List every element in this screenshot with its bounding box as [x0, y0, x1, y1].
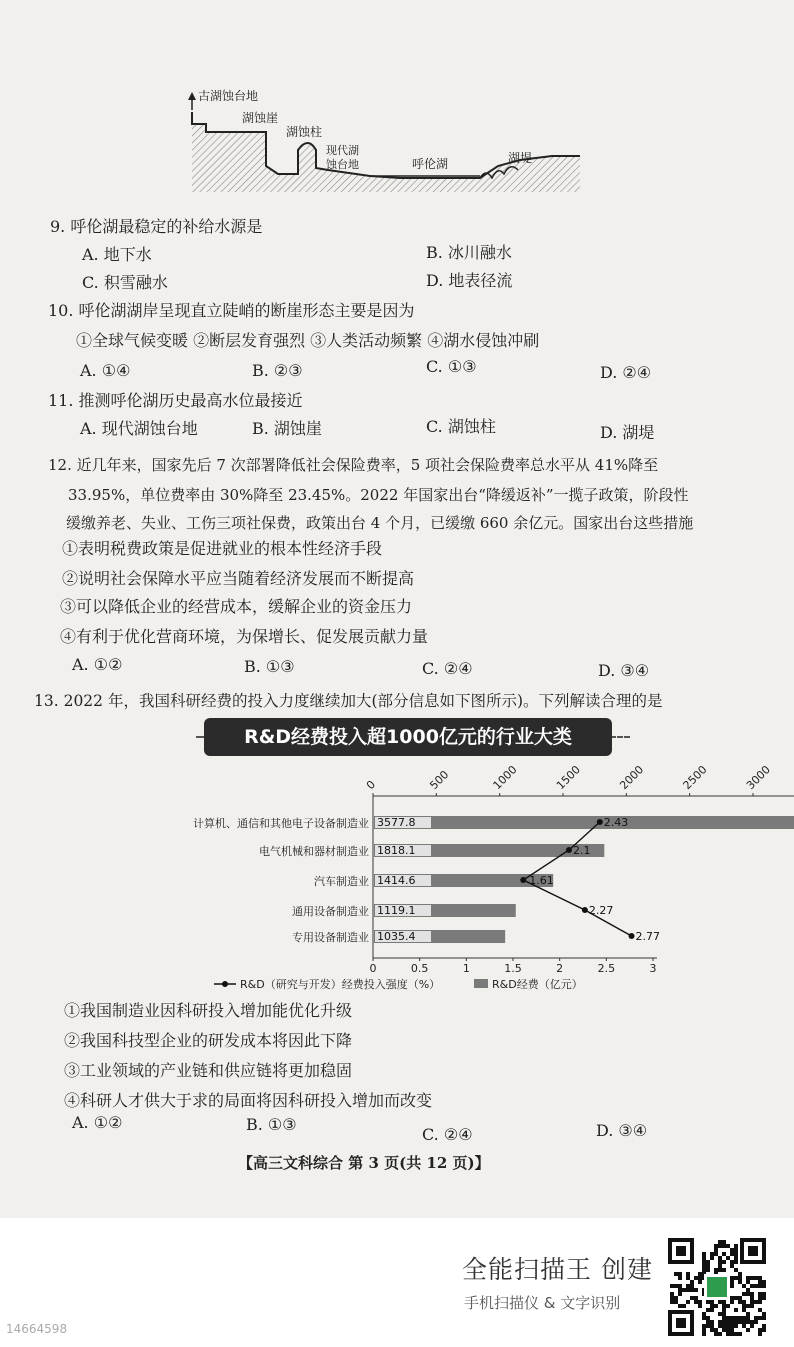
- qr-module: [734, 1308, 738, 1312]
- bottom-axis-tick-label: 2: [556, 962, 564, 975]
- qr-module: [718, 1300, 722, 1304]
- qr-module: [734, 1248, 738, 1252]
- qr-module: [706, 1316, 710, 1320]
- qr-module: [734, 1268, 738, 1272]
- qr-module: [726, 1256, 730, 1260]
- banner-dash-right: [610, 736, 630, 738]
- qr-module: [762, 1284, 766, 1288]
- qr-module: [674, 1300, 678, 1304]
- q12-option-c: C. ②④: [422, 659, 473, 678]
- qr-module: [678, 1292, 682, 1296]
- intensity-value-label: 2.27: [588, 904, 614, 917]
- qr-module: [714, 1248, 718, 1252]
- qr-module: [730, 1284, 734, 1288]
- top-axis-tick-label: 500: [427, 768, 452, 793]
- top-axis-tick-label: 0: [363, 777, 379, 793]
- qr-module: [702, 1260, 706, 1264]
- q13-option-b: B. ①③: [246, 1115, 297, 1134]
- qr-module: [714, 1268, 718, 1272]
- qr-module: [722, 1304, 726, 1308]
- qr-module: [714, 1328, 718, 1332]
- qr-module: [754, 1284, 758, 1288]
- qr-module: [750, 1296, 754, 1300]
- qr-module: [710, 1328, 714, 1332]
- q10-statements: ①全球气候变暖 ②断层发育强烈 ③人类活动频繁 ④湖水侵蚀冲刷: [76, 331, 540, 350]
- qr-module: [738, 1280, 742, 1284]
- qr-module: [746, 1280, 750, 1284]
- bottom-axis-tick-label: 3: [649, 962, 657, 975]
- qr-module: [722, 1312, 726, 1316]
- legend-line-label: R&D（研究与开发）经费投入强度（%）: [240, 978, 441, 991]
- qr-module: [734, 1324, 738, 1328]
- qr-module: [710, 1320, 714, 1324]
- qr-module: [762, 1296, 766, 1300]
- qr-module: [758, 1276, 762, 1280]
- qr-module: [678, 1284, 682, 1288]
- qr-module: [746, 1312, 750, 1316]
- bottom-axis-tick-label: 0.5: [410, 962, 429, 975]
- qr-module: [694, 1300, 698, 1304]
- q13-statement-3: ③工业领域的产业链和供应链将更加稳固: [64, 1061, 353, 1080]
- qr-module: [698, 1300, 702, 1304]
- qr-module: [682, 1304, 686, 1308]
- qr-module: [722, 1244, 726, 1248]
- scanner-brand: 全能扫描王 创建: [462, 1255, 653, 1284]
- chart-title-banner: [206, 720, 610, 754]
- qr-module: [738, 1272, 742, 1276]
- qr-module: [670, 1296, 674, 1300]
- qr-module: [702, 1252, 706, 1256]
- qr-module: [722, 1300, 726, 1304]
- qr-module: [722, 1328, 726, 1332]
- q10-option-d: D. ②④: [600, 363, 652, 382]
- qr-module: [738, 1300, 742, 1304]
- qr-module: [746, 1304, 750, 1308]
- qr-module: [714, 1332, 718, 1336]
- qr-module: [742, 1308, 746, 1312]
- q11-stem: 11. 推测呼伦湖历史最高水位最接近: [48, 391, 303, 410]
- qr-module: [758, 1332, 762, 1336]
- qr-module: [686, 1300, 690, 1304]
- qr-module: [742, 1300, 746, 1304]
- qr-module: [702, 1256, 706, 1260]
- qr-module: [702, 1328, 706, 1332]
- qr-module: [686, 1284, 690, 1288]
- q9-option-c: C. 积雪融水: [82, 273, 168, 292]
- q11-option-b: B. 湖蚀崖: [252, 419, 322, 438]
- qr-module: [718, 1268, 722, 1272]
- arrow-head-icon: [188, 92, 196, 100]
- qr-module: [726, 1244, 730, 1248]
- qr-module: [698, 1272, 702, 1276]
- qr-module: [690, 1284, 694, 1288]
- q13-statement-2: ②我国科技型企业的研发成本将因此下降: [64, 1031, 353, 1050]
- qr-module: [738, 1332, 742, 1336]
- qr-module: [734, 1316, 738, 1320]
- bar-value-label: 1119.1: [377, 904, 416, 917]
- qr-module: [746, 1276, 750, 1280]
- qr-module: [750, 1292, 754, 1296]
- q11-option-d: D. 湖堤: [600, 423, 655, 442]
- top-axis-tick-label: 1500: [553, 763, 583, 793]
- qr-module: [730, 1252, 734, 1256]
- qr-module: [674, 1296, 678, 1300]
- qr-module: [722, 1260, 726, 1264]
- qr-module: [678, 1304, 682, 1308]
- qr-module: [702, 1264, 706, 1268]
- qr-module: [722, 1320, 726, 1324]
- qr-module: [722, 1252, 726, 1256]
- qr-module: [734, 1260, 738, 1264]
- q12-option-b: B. ①③: [244, 657, 295, 676]
- qr-module: [738, 1296, 742, 1300]
- bottom-axis-tick-label: 1: [462, 962, 470, 975]
- qr-module: [762, 1324, 766, 1328]
- qr-module: [750, 1300, 754, 1304]
- qr-module: [702, 1324, 706, 1328]
- page-footer: 【高三文科综合 第 3 页(共 12 页)】: [238, 1154, 490, 1172]
- bar-value-label: 1414.6: [377, 874, 416, 887]
- qr-module: [762, 1312, 766, 1316]
- qr-finder-core: [676, 1246, 686, 1256]
- legend-bar-icon: [474, 979, 488, 988]
- label-pillar: 湖蚀柱: [286, 125, 323, 139]
- q11-option-a: A. 现代湖蚀台地: [80, 419, 198, 438]
- qr-module: [718, 1240, 722, 1244]
- qr-module: [706, 1308, 710, 1312]
- top-axis-tick-label: 3000: [743, 763, 773, 793]
- intensity-value-label: 2.43: [603, 816, 629, 829]
- qr-module: [762, 1292, 766, 1296]
- bar-value-label: 1035.4: [377, 930, 416, 943]
- qr-code-icon: [666, 1236, 768, 1338]
- qr-module: [730, 1328, 734, 1332]
- q13-option-c: C. ②④: [422, 1125, 473, 1144]
- qr-module: [730, 1332, 734, 1336]
- label-modern-terrace-2: 蚀台地: [326, 158, 359, 171]
- rd-chart: [140, 760, 773, 1000]
- q13-statement-4: ④科研人才供大于求的局面将因科研投入增加而改变: [64, 1091, 433, 1110]
- qr-module: [758, 1296, 762, 1300]
- lake-profile-diagram: [180, 84, 580, 204]
- banner-dash-left: [196, 736, 206, 738]
- qr-module: [734, 1320, 738, 1324]
- qr-module: [734, 1244, 738, 1248]
- q12-stem-line-1: 12. 近几年来，国家先后 7 次部署降低社会保险费率，5 项社会保险费率总水平从 41%降至: [48, 456, 659, 474]
- qr-module: [734, 1276, 738, 1280]
- qr-module: [670, 1284, 674, 1288]
- intensity-point: [582, 907, 588, 913]
- qr-module: [730, 1248, 734, 1252]
- qr-module: [706, 1268, 710, 1272]
- qr-module: [714, 1244, 718, 1248]
- qr-module: [754, 1320, 758, 1324]
- qr-module: [722, 1324, 726, 1328]
- category-label: 计算机、通信和其他电子设备制造业: [193, 817, 369, 830]
- qr-module: [762, 1328, 766, 1332]
- qr-module: [722, 1308, 726, 1312]
- qr-module: [718, 1324, 722, 1328]
- qr-module: [694, 1276, 698, 1280]
- qr-module: [762, 1280, 766, 1284]
- q10-option-c: C. ①③: [426, 357, 477, 376]
- top-axis-tick-label: 1000: [490, 763, 520, 793]
- bar-value-label: 3577.8: [377, 816, 416, 829]
- q10-stem: 10. 呼伦湖湖岸呈现直立陡峭的断崖形态主要是因为: [48, 301, 415, 320]
- qr-module: [702, 1332, 706, 1336]
- label-modern-terrace-1: 现代湖: [326, 144, 359, 157]
- qr-module: [746, 1288, 750, 1292]
- qr-logo-icon: [707, 1277, 727, 1297]
- intensity-value-label: 1.61: [529, 874, 554, 887]
- qr-module: [706, 1300, 710, 1304]
- intensity-point: [566, 847, 572, 853]
- qr-module: [670, 1300, 674, 1304]
- qr-module: [750, 1324, 754, 1328]
- qr-module: [738, 1320, 742, 1324]
- qr-module: [762, 1316, 766, 1320]
- qr-module: [706, 1324, 710, 1328]
- qr-module: [750, 1276, 754, 1280]
- qr-module: [718, 1260, 722, 1264]
- bottom-axis-tick-label: 0: [369, 962, 377, 975]
- intensity-point: [597, 819, 603, 825]
- q10-option-a: A. ①④: [80, 361, 131, 380]
- qr-module: [726, 1324, 730, 1328]
- q12-option-a: A. ①②: [72, 655, 123, 674]
- qr-module: [670, 1292, 674, 1296]
- qr-module: [730, 1300, 734, 1304]
- qr-module: [710, 1308, 714, 1312]
- qr-module: [730, 1316, 734, 1320]
- qr-module: [730, 1320, 734, 1324]
- scanner-tagline: 手机扫描仪 & 文字识别: [464, 1294, 621, 1312]
- label-lake: 呼伦湖: [412, 157, 449, 171]
- qr-module: [710, 1256, 714, 1260]
- qr-module: [682, 1288, 686, 1292]
- qr-module: [742, 1320, 746, 1324]
- qr-module: [702, 1316, 706, 1320]
- qr-module: [742, 1324, 746, 1328]
- qr-module: [694, 1288, 698, 1292]
- qr-module: [758, 1308, 762, 1312]
- qr-module: [730, 1264, 734, 1268]
- top-axis-tick-label: 2000: [617, 763, 647, 793]
- q12-statement-4: ④有利于优化营商环境，为保增长、促发展贡献力量: [60, 627, 429, 646]
- category-label: 通用设备制造业: [292, 905, 369, 918]
- qr-module: [734, 1296, 738, 1300]
- qr-module: [674, 1284, 678, 1288]
- bottom-axis-tick-label: 2.5: [597, 962, 616, 975]
- qr-module: [710, 1304, 714, 1308]
- label-cliff: 湖蚀崖: [242, 111, 279, 125]
- qr-module: [718, 1312, 722, 1316]
- qr-module: [734, 1256, 738, 1260]
- qr-module: [746, 1320, 750, 1324]
- qr-module: [702, 1268, 706, 1272]
- qr-module: [686, 1272, 690, 1276]
- qr-module: [710, 1300, 714, 1304]
- bar-value-label: 1818.1: [377, 844, 416, 857]
- qr-module: [706, 1260, 710, 1264]
- qr-module: [678, 1272, 682, 1276]
- qr-finder-core: [676, 1318, 686, 1328]
- qr-module: [722, 1240, 726, 1244]
- qr-module: [730, 1280, 734, 1284]
- qr-module: [698, 1280, 702, 1284]
- q13-option-a: A. ①②: [72, 1113, 123, 1132]
- qr-module: [758, 1280, 762, 1284]
- qr-finder-core: [748, 1246, 758, 1256]
- chart-title: R&D经费投入超1000亿元的行业大类: [244, 726, 572, 748]
- qr-module: [702, 1312, 706, 1316]
- qr-module: [722, 1316, 726, 1320]
- intensity-value-label: 2.77: [635, 930, 661, 943]
- qr-module: [742, 1316, 746, 1320]
- category-label: 专用设备制造业: [292, 931, 369, 944]
- q9-option-b: B. 冰川融水: [426, 243, 512, 262]
- qr-module: [750, 1320, 754, 1324]
- qr-module: [726, 1332, 730, 1336]
- rd-funding-bar: [374, 816, 794, 829]
- top-axis-tick-label: 2500: [680, 763, 710, 793]
- category-label: 汽车制造业: [314, 875, 369, 888]
- intensity-point: [629, 933, 635, 939]
- qr-module: [734, 1252, 738, 1256]
- qr-module: [750, 1284, 754, 1288]
- qr-module: [742, 1304, 746, 1308]
- qr-module: [698, 1304, 702, 1308]
- q11-option-c: C. 湖蚀柱: [426, 417, 496, 436]
- qr-module: [726, 1328, 730, 1332]
- qr-module: [710, 1252, 714, 1256]
- q9-option-d: D. 地表径流: [426, 271, 513, 290]
- qr-module: [690, 1296, 694, 1300]
- category-label: 电气机械和器材制造业: [259, 845, 369, 858]
- q12-stem-line-2: 33.95%，单位费率由 30%降至 23.45%。2022 年国家出台“降缓返补”一揽子政策，阶段性: [68, 486, 689, 504]
- q12-statement-1: ①表明税费政策是促进就业的根本性经济手段: [62, 539, 383, 558]
- qr-module: [690, 1280, 694, 1284]
- q13-option-d: D. ③④: [596, 1121, 648, 1140]
- qr-module: [758, 1292, 762, 1296]
- qr-module: [754, 1276, 758, 1280]
- qr-module: [730, 1324, 734, 1328]
- qr-module: [730, 1276, 734, 1280]
- qr-module: [694, 1296, 698, 1300]
- qr-module: [718, 1264, 722, 1268]
- q12-stem-line-3: 缓缴养老、失业、工伤三项社保费，政策出台 4 个月，已缓缴 660 余亿元。国家出台这些措施: [66, 514, 694, 532]
- bottom-axis-tick-label: 1.5: [504, 962, 522, 975]
- intensity-point: [520, 877, 526, 883]
- qr-module: [730, 1260, 734, 1264]
- qr-module: [714, 1304, 718, 1308]
- qr-module: [722, 1268, 726, 1272]
- qr-module: [726, 1304, 730, 1308]
- qr-module: [698, 1276, 702, 1280]
- qr-module: [726, 1320, 730, 1324]
- qr-module: [706, 1264, 710, 1268]
- q9-option-a: A. 地下水: [82, 245, 152, 264]
- qr-module: [758, 1300, 762, 1304]
- qr-module: [758, 1316, 762, 1320]
- qr-module: [710, 1324, 714, 1328]
- qr-module: [758, 1284, 762, 1288]
- qr-module: [714, 1252, 718, 1256]
- qr-module: [738, 1316, 742, 1320]
- page-id: 14664598: [6, 1322, 68, 1336]
- q9-stem: 9. 呼伦湖最稳定的补给水源是: [50, 217, 263, 236]
- qr-module: [754, 1316, 758, 1320]
- qr-module: [718, 1244, 722, 1248]
- qr-module: [730, 1296, 734, 1300]
- qr-module: [742, 1292, 746, 1296]
- qr-module: [758, 1328, 762, 1332]
- qr-module: [706, 1320, 710, 1324]
- qr-module: [746, 1316, 750, 1320]
- q12-statement-2: ②说明社会保障水平应当随着经济发展而不断提高: [62, 569, 415, 588]
- qr-module: [678, 1276, 682, 1280]
- qr-module: [690, 1288, 694, 1292]
- legend-point-icon: [222, 981, 228, 987]
- qr-module: [734, 1332, 738, 1336]
- qr-module: [726, 1316, 730, 1320]
- q12-option-d: D. ③④: [598, 661, 650, 680]
- qr-module: [742, 1284, 746, 1288]
- qr-module: [718, 1332, 722, 1336]
- q13-statement-1: ①我国制造业因科研投入增加能优化升级: [64, 1001, 353, 1020]
- qr-module: [746, 1292, 750, 1296]
- qr-module: [738, 1276, 742, 1280]
- qr-module: [718, 1256, 722, 1260]
- label-old-terrace: 古湖蚀台地: [198, 89, 259, 103]
- label-dike: 湖堤: [508, 151, 533, 165]
- qr-module: [718, 1320, 722, 1324]
- q10-option-b: B. ②③: [252, 361, 303, 380]
- legend-bar-label: R&D经费（亿元）: [492, 978, 583, 991]
- qr-module: [746, 1328, 750, 1332]
- q13-stem: 13. 2022 年，我国科研经费的投入力度继续加大(部分信息如下图所示)。下列解读合理的是: [34, 692, 663, 710]
- qr-module: [754, 1300, 758, 1304]
- qr-module: [678, 1288, 682, 1292]
- intensity-value-label: 2.1: [573, 844, 591, 857]
- q12-statement-3: ③可以降低企业的经营成本，缓解企业的资金压力: [60, 597, 413, 616]
- qr-module: [686, 1288, 690, 1292]
- qr-module: [674, 1272, 678, 1276]
- qr-module: [686, 1276, 690, 1280]
- qr-module: [750, 1304, 754, 1308]
